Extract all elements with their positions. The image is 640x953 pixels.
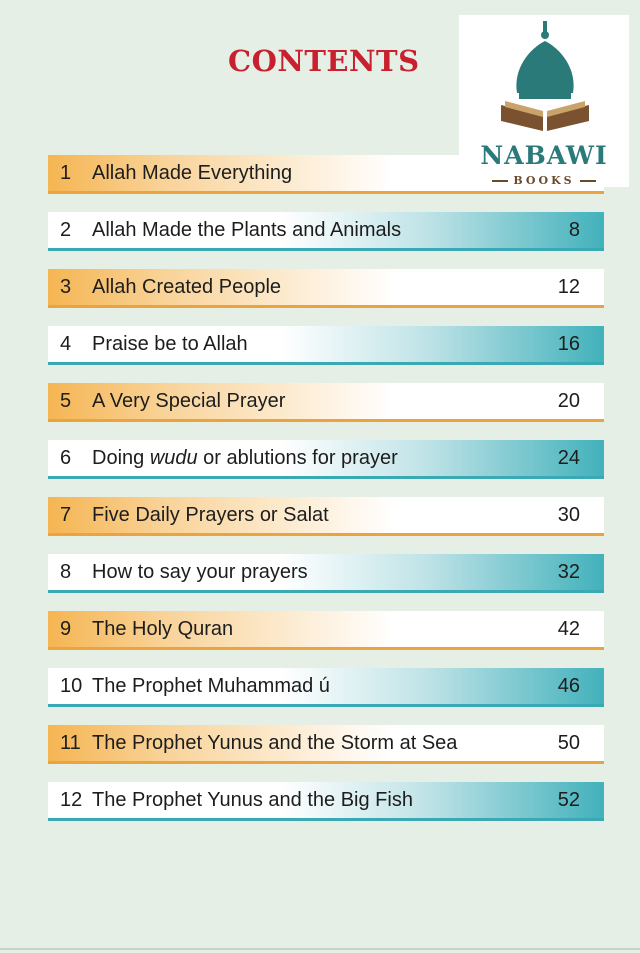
contents-row[interactable]: [48, 725, 604, 764]
chapter-number: 11: [60, 731, 81, 754]
contents-row[interactable]: [48, 383, 604, 422]
chapter-title: Five Daily Prayers or Salat: [92, 503, 329, 526]
page-bottom-divider: [0, 948, 640, 950]
chapter-page: 42: [557, 617, 580, 640]
chapter-number: 1: [60, 161, 72, 184]
contents-row[interactable]: [48, 668, 604, 707]
contents-row[interactable]: [48, 782, 604, 821]
chapter-title: Allah Made Everything: [92, 161, 293, 184]
chapter-number: 3: [60, 275, 72, 298]
chapter-number: 12: [60, 788, 83, 811]
chapter-title: Allah Created People: [92, 275, 282, 298]
chapter-page: 52: [557, 788, 580, 811]
chapter-title: The Prophet Yunus and the Storm at Sea: [92, 731, 458, 754]
contents-row[interactable]: [48, 212, 604, 251]
chapter-title: Praise be to Allah: [92, 332, 248, 355]
chapter-number: 4: [60, 332, 72, 355]
chapter-title: A Very Special Prayer: [92, 389, 286, 412]
chapter-title: The Prophet Muhammad ú: [92, 674, 330, 697]
chapter-page: 12: [557, 275, 580, 298]
contents-row[interactable]: [48, 326, 604, 365]
chapter-page: 32: [557, 560, 580, 583]
contents-row[interactable]: [48, 554, 604, 593]
nabawi-books-logo: [459, 15, 629, 187]
chapter-number: 10: [60, 674, 83, 697]
chapter-number: 6: [60, 446, 72, 469]
chapter-page: 24: [557, 446, 580, 469]
chapter-number: 7: [60, 503, 72, 526]
chapter-title: How to say your prayers: [92, 560, 308, 583]
chapter-page: 46: [557, 674, 580, 697]
contents-row[interactable]: [48, 269, 604, 308]
contents-row[interactable]: [48, 440, 604, 479]
chapter-page: 30: [557, 503, 580, 526]
logo-name: NABAWI: [480, 141, 608, 170]
chapter-number: 9: [60, 617, 72, 640]
chapter-page: 20: [557, 389, 580, 412]
logo-subtitle: BOOKS: [459, 174, 629, 187]
chapter-page: 16: [557, 332, 580, 355]
chapter-page: 8: [568, 218, 580, 241]
mosque-dome-book-icon: [495, 19, 595, 139]
chapter-number: 2: [60, 218, 72, 241]
contents-row[interactable]: [48, 611, 604, 650]
chapter-number: 8: [60, 560, 72, 583]
contents-row[interactable]: [48, 497, 604, 536]
chapter-title: Doing wudu or ablutions for prayer: [92, 446, 398, 469]
chapter-title: Allah Made the Plants and Animals: [92, 218, 402, 241]
chapter-title: The Prophet Yunus and the Big Fish: [92, 788, 413, 811]
chapter-page: 50: [557, 731, 580, 754]
contents-list: [48, 155, 604, 839]
chapter-number: 5: [60, 389, 72, 412]
page-title: CONTENTS: [228, 44, 420, 78]
chapter-title: The Holy Quran: [92, 617, 234, 640]
